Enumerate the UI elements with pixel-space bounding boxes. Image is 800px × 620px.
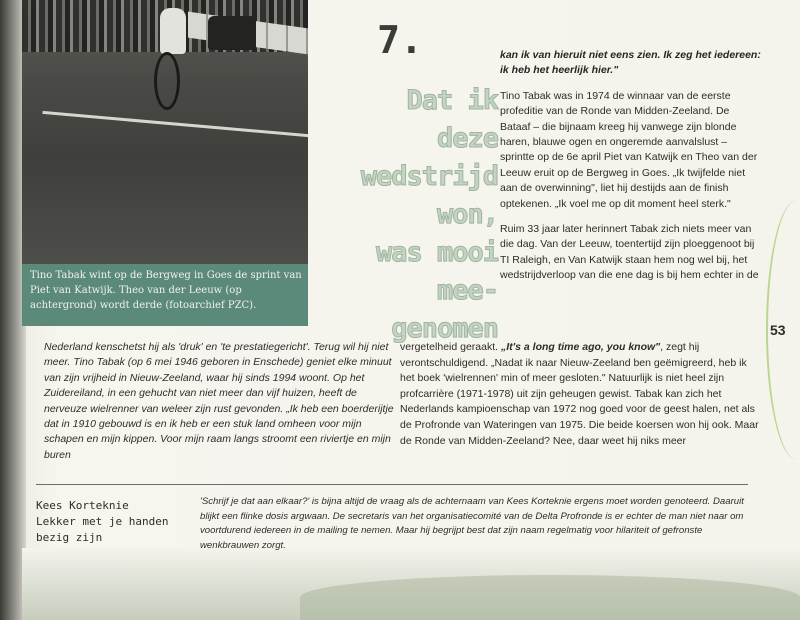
race-photo	[22, 0, 308, 264]
left-lower-column: Nederland kenschetst hij als 'druk' en 'te prestatiegericht'. Terug wil hij niet meer. Tino Tabak (op 6 mei 1946 geboren in Enschede) geniet elke minuut van zijn vrijheid in Nieuw-Zeeland, waar hij sinds 1994 woont. Op het Zuidereiland, in een gehucht van niet meer dan vijf huizen, heeft de nerveuze wielrenner van weleer zijn rust gevonden. „Ik heb een boerderijtje dat in 1910 gebouwd is en ik heb er een stuk land omheen voor mijn schapen en mijn kippen. Voor mijn raam langs stroomt een riviertje en mijn buren	[44, 341, 394, 461]
cyclist-body	[160, 8, 186, 54]
headline-line: wedstrijd	[360, 161, 498, 192]
sidebar-text: 'Schrijf je dat aan elkaar?' is bijna altijd de vraag als de achternaam van Kees Korteknie ergens moet worden genoteerd. Daaruit blijkt een flinke dosis argwaan. De secretaris van het organisatiecomité van de Delta Profronde is er echter de man niet naar om voortdurend iedereen in de mailing te nemen. Maar hij begrijpt best dat zijn naam regelmatig voor hilariteit of gefronste wenkbrauwen zorgt.	[200, 496, 744, 551]
page-number: 53	[770, 322, 786, 338]
photo-caption: Tino Tabak wint op de Bergweg in Goes de sprint van Piet van Katwijk. Theo van der Leeuw (op achtergrond) wordt derde (fotoarchief PZC).	[30, 270, 302, 311]
chapter-number: 7.	[377, 18, 423, 62]
right-column	[500, 48, 762, 284]
photo-car	[208, 16, 256, 50]
sidebar-title-sub: Lekker met je handen	[36, 515, 169, 528]
sidebar-title-name: Kees Korteknie	[36, 499, 129, 512]
headline-line: mee-	[436, 275, 498, 306]
text-run: vergetelheid geraakt.	[400, 341, 501, 353]
paragraph: Tino Tabak was in 1974 de winnaar van de eerste profeditie van de Ronde van Midden-Zeeland. De Bataaf – die bijnaam kreeg hij vanwege zijn blonde haren, blauwe ogen en ongeremde aanvalslust – sprintte op de 6e april Piet van Katwijk en Theo van der Leeuw eruit op de Bergweg in Goes. „Ik twijfelde niet aan de overwinning", liet hij destijds aan de finish optekenen. „Ik voel me op dit moment heel sterk."	[500, 89, 758, 210]
bicycle-wheel	[154, 52, 180, 110]
headline-line: won,	[436, 199, 498, 230]
english-quote: „It's a long time ago, you know"	[500, 341, 661, 353]
paragraph: Ruim 33 jaar later herinnert Tabak zich niets meer van die dag. Van der Leeuw, toentertijd zijn ploeggenoot bij TI Raleigh, en Van Katwijk staan hem nog wel bij, het wedstrijdverloop van die ene dag is bij hem echter in de	[500, 223, 759, 282]
photo-road-line	[42, 111, 308, 140]
headline-line: genomen	[391, 313, 498, 344]
headline-line: deze	[436, 123, 498, 154]
headline-line: Dat ik	[406, 85, 498, 116]
lead-quote: kan ik van hieruit niet eens zien. Ik zeg het iedereen: ik heb het heerlijk hier."	[500, 49, 761, 77]
right-lower-column	[400, 340, 762, 449]
text-run: , zegt hij verontschuldigend. „Nadat ik naar Nieuw-Zeeland ben geëmigreerd, heb ik het boek 'wielrennen' min of meer gesloten." Natuurlijk is niet heel zijn profcarrière (1971-1978) uit zijn geheugen gewist. Tabak kan zich het Nederlands kampioenschap van 1972 nog goed voor de geest halen, net als de Profronde van Wateringen van 1975. Die beide koersen won hij ook. Maar de Ronde van Midden-Zeeland? Nee, daar weet hij niks meer	[400, 341, 759, 447]
bottom-hill-decoration	[300, 575, 800, 620]
photo-cyclist	[150, 8, 196, 104]
sidebar-title	[36, 498, 186, 546]
headline	[318, 82, 498, 348]
headline-line: was mooi	[375, 237, 498, 268]
section-divider	[36, 484, 748, 485]
sidebar-title-sub: bezig zijn	[36, 531, 103, 544]
